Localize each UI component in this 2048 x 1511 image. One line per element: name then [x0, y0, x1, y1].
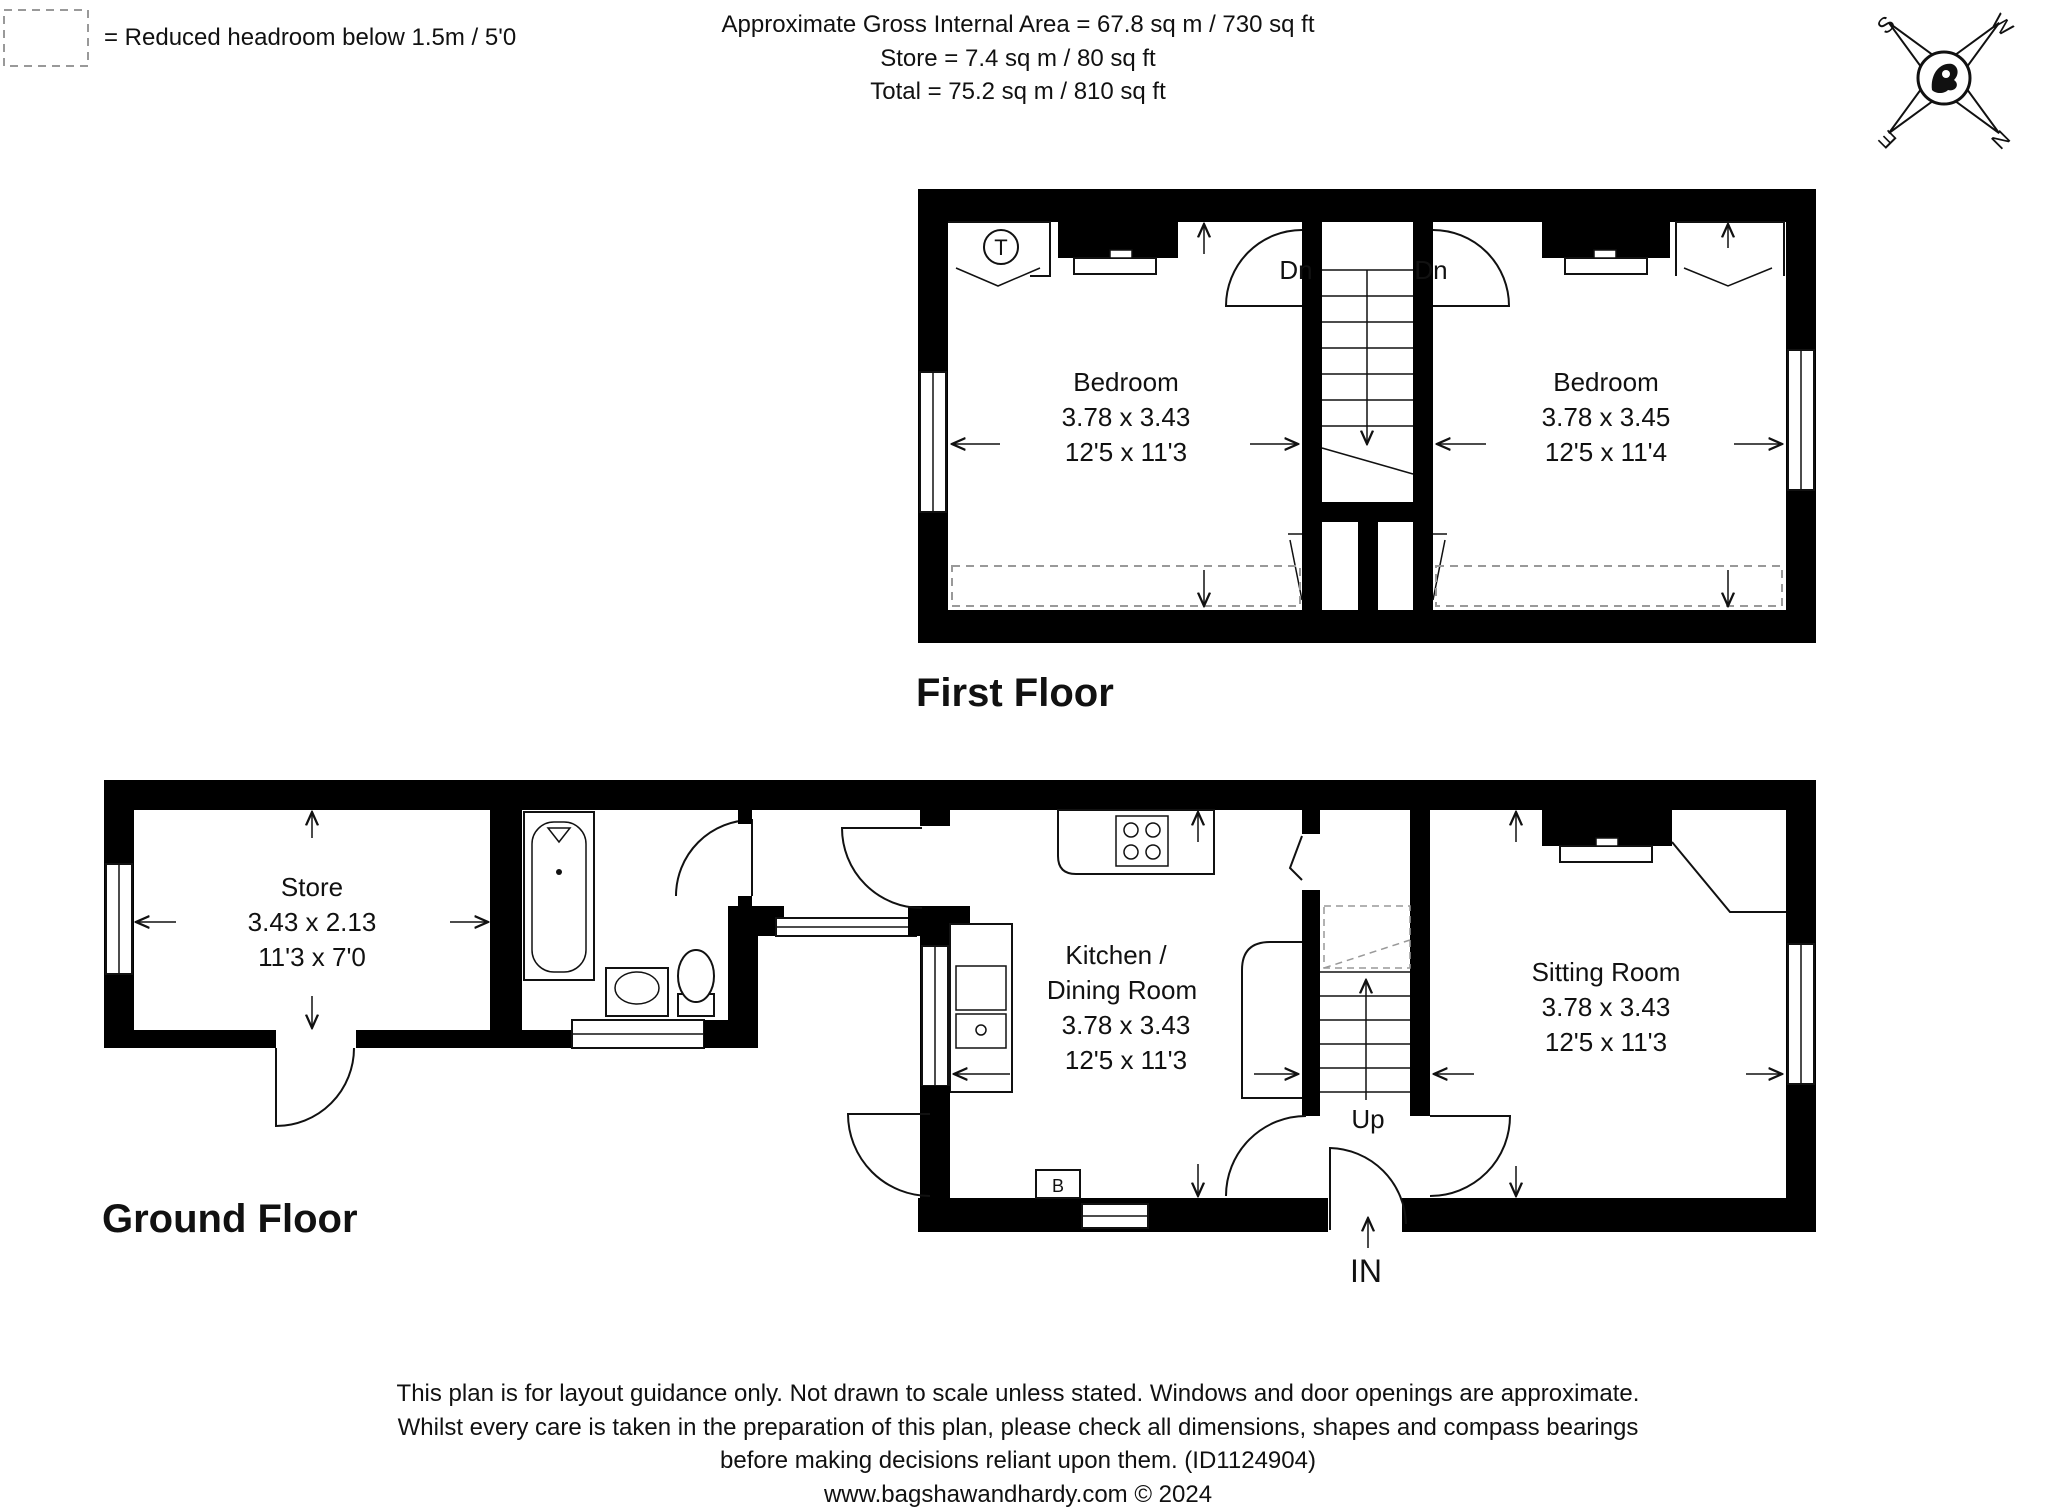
sitting-room-metric: 3.78 x 3.43 [1541, 992, 1671, 1022]
website-copyright: www.bagshawandhardy.com © 2024 [823, 1481, 1213, 1508]
stairs-down-right-label: Dn [1414, 255, 1448, 285]
bedroom1-imperial: 12'5 x 11'3 [1064, 437, 1188, 467]
ground-floor-plan [102, 780, 1816, 1289]
gross-internal-area: Approximate Gross Internal Area = 67.8 sq m / 730 sq ft [721, 11, 1315, 38]
kitchen-name-line1: Kitchen / [1065, 940, 1167, 970]
sitting-room-name: Sitting Room [1531, 957, 1681, 987]
kitchen-imperial: 12'5 x 11'3 [1064, 1045, 1188, 1075]
disclaimer-line3: before making decisions reliant upon them. (ID1124904) [720, 1447, 1316, 1474]
store-metric: 3.43 x 2.13 [247, 907, 377, 937]
entrance-label: IN [1350, 1253, 1382, 1289]
compass-west: W [1985, 8, 2019, 42]
stairs-up-label: Up [1351, 1104, 1385, 1134]
compass-icon [1834, 0, 2048, 188]
store-area: Store = 7.4 sq m / 80 sq ft [880, 45, 1156, 72]
bedroom1-name: Bedroom [1073, 367, 1179, 397]
compass-north: N [1986, 125, 2016, 155]
bedroom2-imperial: 12'5 x 11'4 [1544, 437, 1668, 467]
stairs-down-left-label: Dn [1279, 255, 1313, 285]
ground-floor-title: Ground Floor [102, 1197, 358, 1241]
sitting-room-imperial: 12'5 x 11'3 [1544, 1027, 1668, 1057]
headroom-legend-swatch [4, 10, 88, 66]
disclaimer-line1: This plan is for layout guidance only. Not drawn to scale unless stated. Windows and door openings are approximate. [396, 1380, 1640, 1407]
kitchen-name-line2: Dining Room [1046, 975, 1198, 1005]
bedroom1-metric: 3.78 x 3.43 [1061, 402, 1191, 432]
headroom-legend-text: = Reduced headroom below 1.5m / 5'0 [104, 24, 517, 51]
boiler-label: B [1051, 1176, 1065, 1196]
total-area: Total = 75.2 sq m / 810 sq ft [870, 78, 1166, 105]
kitchen-metric: 3.78 x 3.43 [1061, 1010, 1191, 1040]
tank-label: T [994, 235, 1008, 260]
first-floor-plan [916, 189, 1816, 715]
bedroom2-metric: 3.78 x 3.45 [1541, 402, 1671, 432]
first-floor-title: First Floor [916, 671, 1114, 715]
compass-east: E [1873, 125, 1902, 154]
disclaimer-line2: Whilst every care is taken in the preparation of this plan, please check all dimensions, shapes and compass bearings [397, 1414, 1639, 1441]
store-imperial: 11'3 x 7'0 [258, 942, 366, 972]
bedroom2-name: Bedroom [1553, 367, 1659, 397]
store-name: Store [280, 872, 344, 902]
compass-south: S [1871, 10, 1900, 39]
